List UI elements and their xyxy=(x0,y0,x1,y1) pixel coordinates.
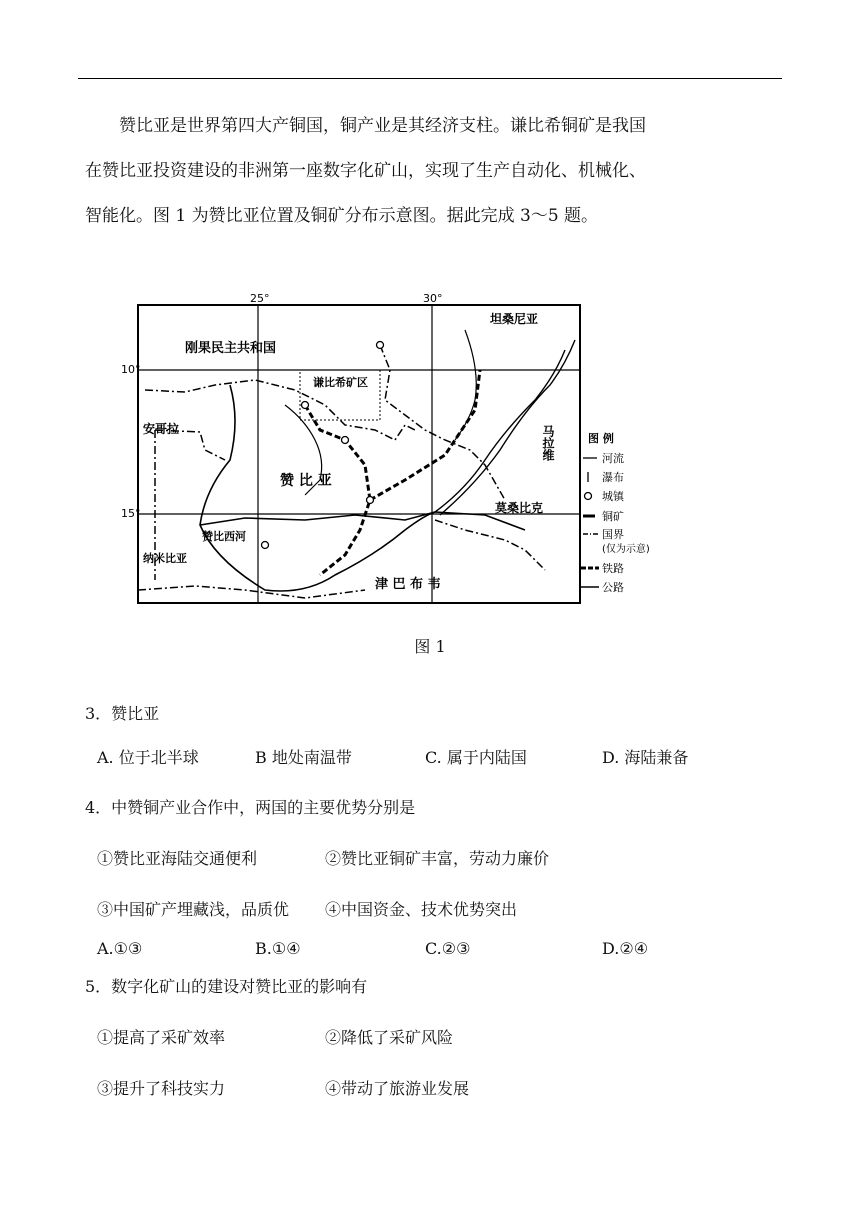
q3-option-a: A. 位于北半球 xyxy=(97,748,199,767)
label-river: 赞比西河 xyxy=(202,530,246,543)
label-zimbabwe: 津 巴 布 韦 xyxy=(375,577,441,592)
label-drc: 刚果民主共和国 xyxy=(185,341,277,356)
legend-railway: 铁路 xyxy=(602,562,624,575)
legend-river: 河流 xyxy=(602,452,624,465)
label-namibia: 纳米比亚 xyxy=(143,552,187,565)
map-legend xyxy=(581,431,650,594)
q5-item-2: ②降低了采矿风险 xyxy=(325,1028,454,1047)
question-5-stem: 5．数字化矿山的建设对赞比亚的影响有 xyxy=(85,977,368,996)
intro-line-2: 在赞比亚投资建设的非洲第一座数字化矿山，实现了生产自动化、机械化、 xyxy=(85,161,646,181)
town-4 xyxy=(377,342,384,349)
intro-line-3: 智能化。图 1 为赞比亚位置及铜矿分布示意图。据此完成 3～5 题。 xyxy=(85,206,599,226)
label-zambia: 赞 比 亚 xyxy=(280,473,332,489)
label-malawi: 马拉维 xyxy=(541,425,555,461)
question-3-stem: 3．赞比亚 xyxy=(85,704,160,723)
lon-label-25: 25° xyxy=(250,292,270,305)
legend-copper: 铜矿 xyxy=(602,510,624,523)
legend-waterfall: 瀑布 xyxy=(602,471,624,484)
legend-title: 图 例 xyxy=(588,432,614,445)
legend-border: 国界 xyxy=(602,528,624,541)
label-mine: 谦比希矿区 xyxy=(313,376,368,389)
town-1 xyxy=(302,402,309,409)
lon-label-30: 30° xyxy=(423,292,443,305)
q4-item-3: ③中国矿产埋藏浅，品质优 xyxy=(97,900,290,919)
border-drc-zambia xyxy=(145,380,415,440)
border-mozambique xyxy=(435,520,545,570)
q3-option-c: C. 属于内陆国 xyxy=(425,748,527,767)
lat-label-15: 15° xyxy=(121,507,141,520)
q3-option-b: B 地处南温带 xyxy=(255,748,352,767)
town-lusaka xyxy=(367,497,374,504)
intro-line-1: 赞比亚是世界第四大产铜国，铜产业是其经济支柱。谦比希铜矿是我国 xyxy=(119,116,646,136)
border-south xyxy=(138,586,365,598)
border-tanzania-malawi xyxy=(380,345,505,500)
figure-caption: 图 1 xyxy=(414,637,446,656)
header-rule xyxy=(78,78,782,79)
q4-option-c: C.②③ xyxy=(425,939,471,958)
q4-option-d: D.②④ xyxy=(602,939,649,958)
q4-item-1: ①赞比亚海陆交通便利 xyxy=(97,849,258,868)
lat-label-10: 10° xyxy=(121,363,141,376)
legend-road: 公路 xyxy=(602,581,624,594)
q4-option-b: B.①④ xyxy=(255,939,301,958)
q4-option-a: A.①③ xyxy=(97,939,143,958)
q5-item-4: ④带动了旅游业发展 xyxy=(325,1079,470,1098)
label-mozambique: 莫桑比克 xyxy=(495,501,544,515)
legend-border-note: (仅为示意) xyxy=(602,544,650,555)
q5-item-1: ①提高了采矿效率 xyxy=(97,1028,226,1047)
town-3 xyxy=(262,542,269,549)
q4-item-2: ②赞比亚铜矿丰富，劳动力廉价 xyxy=(325,849,550,868)
railway-line xyxy=(305,405,370,575)
zambia-map-figure xyxy=(105,290,675,610)
question-4-stem: 4．中赞铜产业合作中，两国的主要优势分别是 xyxy=(85,798,416,817)
legend-town: 城镇 xyxy=(602,490,624,503)
label-tanzania: 坦桑尼亚 xyxy=(490,312,539,326)
q4-item-4: ④中国资金、技术优势突出 xyxy=(325,900,518,919)
luangwa-river xyxy=(455,330,476,440)
q5-item-3: ③提升了科技实力 xyxy=(97,1079,226,1098)
town-2 xyxy=(342,437,349,444)
label-angola: 安哥拉 xyxy=(143,422,180,436)
q3-option-d: D. 海陆兼备 xyxy=(602,748,689,767)
